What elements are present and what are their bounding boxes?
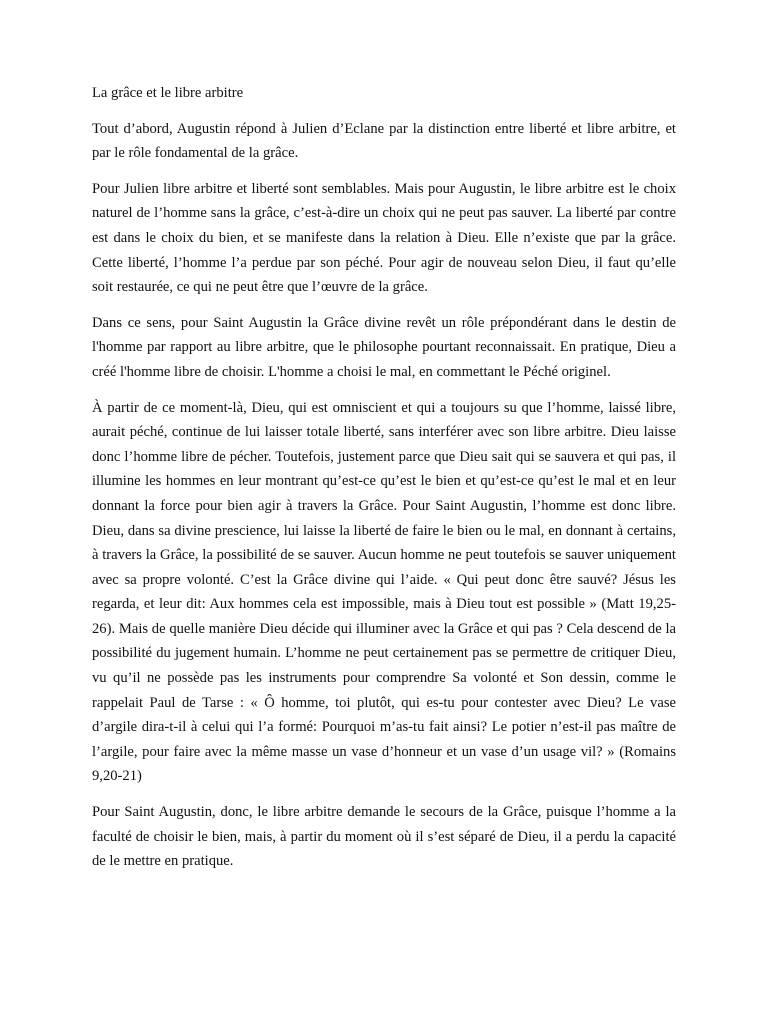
document-title: La grâce et le libre arbitre bbox=[92, 85, 244, 101]
paragraph-2: Pour Julien libre arbitre et liberté sont semblables. Mais pour Augustin, le libre arbitre est le choix naturel de l’homme sans la grâce, c’est-à-dire un choix qui ne peut pas sauver. La liberté par contre est dans le choix du bien, et se manifeste dans la relation à Dieu. Elle n’existe que par la grâce. Cette liberté, l’homme l’a perdue par son péché. Pour agir de nouveau selon Dieu, il faut qu’elle soit restaurée, ce qui ne peut être que l’œuvre de la grâce. bbox=[92, 180, 676, 296]
paragraph-5: Pour Saint Augustin, donc, le libre arbitre demande le secours de la Grâce, puisque l’homme a la faculté de choisir le bien, mais, à partir du moment où il s’est séparé de Dieu, il a perdu la capacité de le mettre en pratique. bbox=[92, 804, 676, 870]
paragraph-3: Dans ce sens, pour Saint Augustin la Grâce divine revêt un rôle prépondérant dans le destin de l'homme par rapport au libre arbitre, que le philosophe pourtant reconnaissait. En pratique, Dieu a créé l'homme libre de choisir. L'homme a choisi le mal, en commettant le Péché originel. bbox=[92, 314, 676, 380]
paragraph-1: Tout d’abord, Augustin répond à Julien d’Eclane par la distinction entre liberté et libre arbitre, et par le rôle fondamental de la grâce. bbox=[92, 120, 676, 162]
document-page bbox=[92, 81, 676, 885]
paragraph-4: À partir de ce moment-là, Dieu, qui est omniscient et qui a toujours su que l’homme, laissé libre, aurait péché, continue de lui laisser totale liberté, sans interférer avec son libre arbitre. Dieu laisse donc l’homme libre de pécher. Toutefois, justement parce que Dieu sait qui se sauvera et qui pas, il illumine les hommes en leur montrant qu’est-ce qu’est le bien et qu’est-ce qu’est le mal et en leur donnant la force pour bien agir à travers la Grâce. Pour Saint Augustin, l’homme est donc libre. Dieu, dans sa divine prescience, lui laisse la liberté de faire le bien ou le mal, en donnant à certains, à travers la Grâce, la possibilité de se sauver. Aucun homme ne peut toutefois se sauver uniquement avec sa propre volonté. C’est la Grâce divine qui l’aide. « Qui peut donc être sauvé? Jésus les regarda, et leur dit: Aux hommes cela est impossible, mais à Dieu tout est possible » (Matt 19,25-26). Mais de quelle manière Dieu décide qui illuminer avec la Grâce et qui pas ? Cela descend de la possibilité du jugement humain. L’homme ne peut certainement pas se permettre de critiquer Dieu, vu qu’il ne possède pas les instruments pour comprendre Sa volonté et Son dessin, comme le rappelait Paul de Tarse : « Ô homme, toi plutôt, qui es-tu pour contester avec Dieu? Le vase d’argile dira-t-il à celui qui l’a formé: Pourquoi m’as-tu fait ainsi? Le potier n’est-il pas maître de l’argile, pour faire avec la même masse un vase d’honneur et un vase d’un usage vil? » (Romains 9,20-21) bbox=[92, 399, 676, 785]
